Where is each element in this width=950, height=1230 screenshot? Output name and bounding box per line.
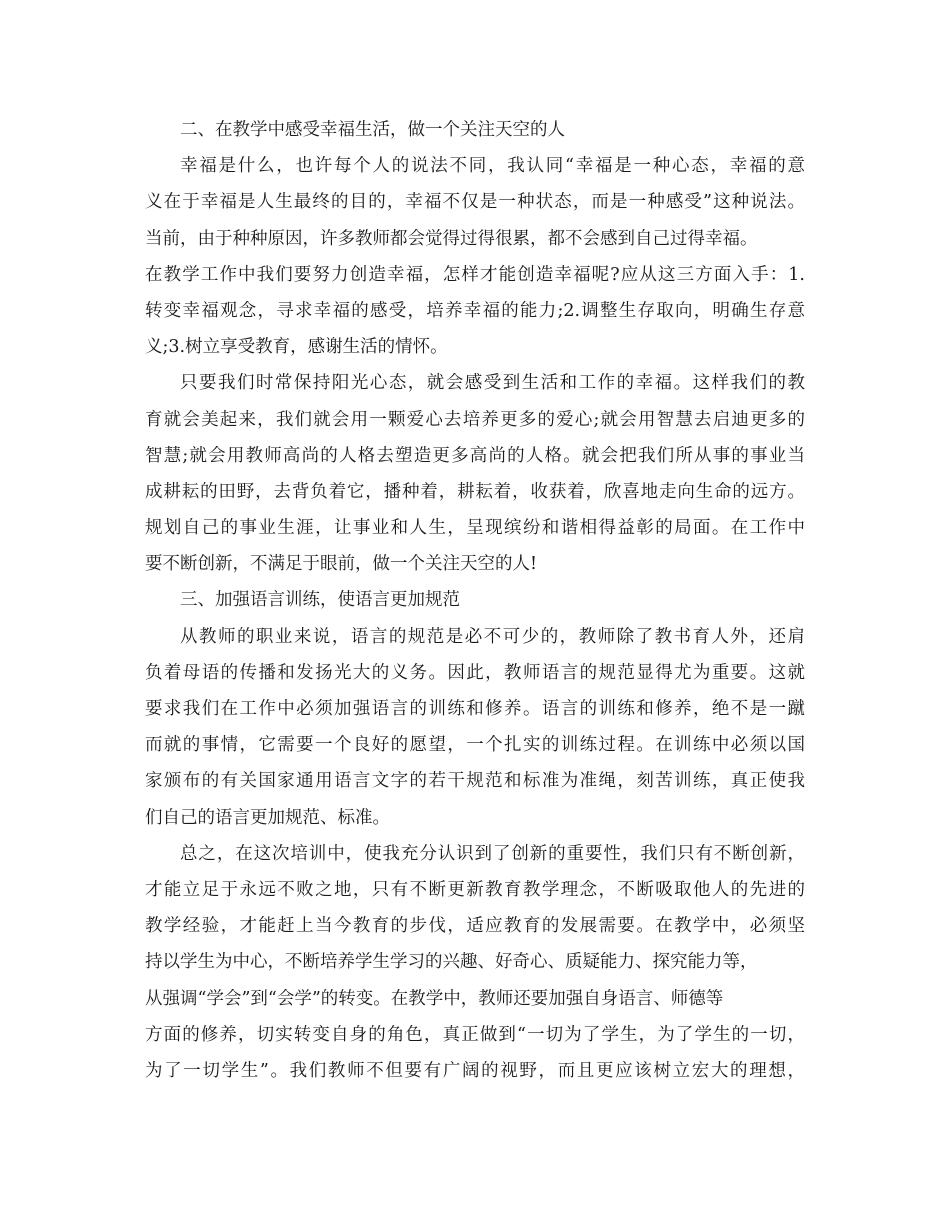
text-line: 家颁布的有关国家通用语言文字的若干规范和标准为准绳，刻苦训练，真正使我 (145, 771, 805, 792)
text-line: 从强调“学会”到“会学”的转变。在教学中，教师还要加强自身语言、师德等 (145, 988, 724, 1009)
text-line: 幸福是什么，也许每个人的说法不同，我认同“幸福是一种心态，幸福的意 (180, 156, 805, 177)
text-line: 们自己的语言更加规范、标准。 (145, 807, 390, 828)
text-line: 才能立足于永远不败之地，只有不断更新教育教学理念，不断吸取他人的先进的 (145, 879, 805, 900)
text-line: 育就会美起来，我们就会用一颗爱心去培养更多的爱心;就会用智慧去启迪更多的 (145, 409, 805, 430)
text-line: 义;3.树立享受教育，感谢生活的情怀。 (145, 337, 448, 358)
text-line: 当前，由于种种原因，许多教师都会觉得过得很累，都不会感到自己过得幸福。 (145, 228, 758, 249)
text-line: 成耕耘的田野，去背负着它，播种着，耕耘着，收获着，欣喜地走向生命的远方。 (145, 481, 805, 502)
text-line: 总之，在这次培训中，使我充分认识到了创新的重要性，我们只有不断创新， (180, 843, 805, 864)
text-line: 智慧;就会用教师高尚的人格去塑造更多高尚的人格。就会把我们所从事的事业当 (145, 445, 805, 466)
text-line: 教学经验，才能赶上当今教育的步伐，适应教育的发展需要。在教学中，必须坚 (145, 916, 805, 937)
text-line: 转变幸福观念，寻求幸福的感受，培养幸福的能力;2.调整生存取向，明确生存意 (145, 300, 805, 321)
text-line: 为了一切学生”。我们教师不但要有广阔的视野，而且更应该树立宏大的理想， (145, 1060, 805, 1081)
text-line: 负着母语的传播和发扬光大的义务。因此，教师语言的规范显得尤为重要。这就 (145, 662, 805, 683)
text-line: 规划自己的事业生涯，让事业和人生，呈现缤纷和谐相得益彰的局面。在工作中 (145, 518, 805, 539)
text-line: 二、在教学中感受幸福生活，做一个关注天空的人 (180, 120, 565, 140)
text-line: 三、加强语言训练，使语言更加规范 (180, 590, 460, 611)
text-line: 只要我们时常保持阳光心态，就会感受到生活和工作的幸福。这样我们的教 (180, 373, 805, 394)
text-line: 而就的事情，它需要一个良好的愿望，一个扎实的训练过程。在训练中必须以国 (145, 735, 805, 756)
text-line: 要求我们在工作中必须加强语言的训练和修养。语言的训练和修养，绝不是一蹴 (145, 699, 805, 719)
text-line: 从教师的职业来说，语言的规范是必不可少的，教师除了教书育人外，还肩 (180, 626, 805, 647)
text-line: 持以学生为中心，不断培养学生学习的兴趣、好奇心、质疑能力、探究能力等， (145, 952, 758, 973)
text-line: 在教学工作中我们要努力创造幸福，怎样才能创造幸福呢?应从这三方面入手：1. (145, 264, 805, 285)
document-body (145, 112, 805, 1089)
text-line: 要不断创新，不满足于眼前，做一个关注天空的人! (145, 554, 538, 575)
text-line: 方面的修养，切实转变自身的角色，真正做到“一切为了学生，为了学生的一切， (145, 1024, 805, 1045)
text-line: 义在于幸福是人生最终的目的，幸福不仅是一种状态，而是一种感受”这种说法。 (145, 192, 805, 213)
